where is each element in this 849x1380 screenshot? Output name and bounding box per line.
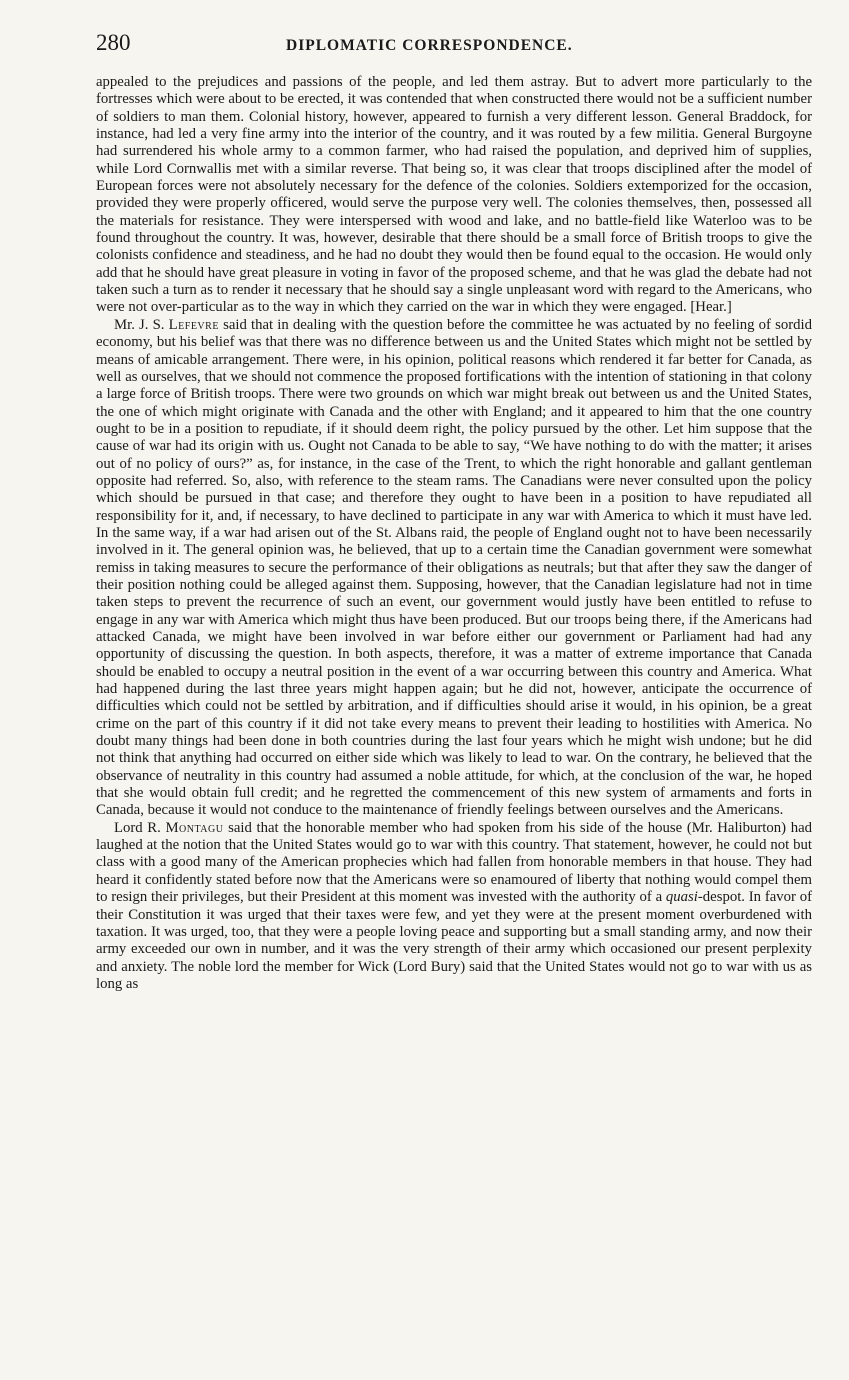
paragraph-text: -despot. In favor of their Constitution it was urged that their taxes were few, and yet they were at the present moment overburdened with taxation. It was urged, too, that they were a people loving peace and supporting but a small standing army, and now their army exceeded our own in number, and it was the very strength of their army which occasioned our present perplexity and anxiety. The noble lord the member for Wick (Lord Bury) said that the United States would not go to war with us as long as: [96, 889, 812, 992]
speaker-prefix: Mr. J. S.: [114, 316, 169, 333]
page-number: 280: [96, 30, 131, 55]
paragraph-lefevre: [96, 317, 812, 820]
paragraph-text: said that in dealing with the question before the committee he was actuated by no feeling of sordid economy, but his belief was that there was no difference between us and the United States which might not be settled by means of amicable arrangement. There were, in his opinion, political reasons which rendered it far better for Canada, as well as ourselves, that we should not commence the proposed fortifications with the intention of stationing in that colony a large force of British troops. There were two grounds on which war might break out between us and the United States, the one of which might originate with Canada and the other with England; and it appeared to him that the one country ought to be in a position to repudiate, if it should deem right, the policy pursued by the other. Let him suppose that the cause of war had its origin with us. Ought not Canada to be able to say, “We have nothing to do with the matter; it arises out of no policy of ours?” as, for instance, in the case of the Trent, to which the right honorable and gallant gentleman opposite had referred. So, also, with reference to the steam rams. The Canadians were never consulted upon the policy which should be pursued in that case; and therefore they ought to have been in a position to have repudiated all responsibility for it, and, if necessary, to have declined to participate in any war with America to which it must have led. In the same way, if a war had arisen out of the St. Albans raid, the people of England ought not to have been necessarily involved in it. The general opinion was, he believed, that up to a certain time the Canadian government were somewhat remiss in taking measures to secure the performance of their obligations as neutrals; but that after they saw the danger of their position nothing could be alleged against them. Supposing, however, that the Canadian legislature had not in time taken steps to prevent the recurrence of such an event, our government would justly have been entitled to refuse to engage in any war with America which might thus have been produced. But our troops being there, if the Americans had attacked Canada, we might have been involved in war before either our government or Parliament had had any opportunity of discussing the question. In both aspects, therefore, it was a matter of extreme importance that Canada should be enabled to occupy a neutral position in the event of a war occurring between this country and America. What had happened during the last three years might happen again; but he did not, however, anticipate the occurrence of difficulties which could not be settled by arbitration, and if difficulties should arise it would, in his opinion, be a great crime on the part of this country if it did not take every means to prevent their leading to hostilities with America. No doubt many things had been done in both countries during the last four years which he might wish undone; but he did not think that anything had occurred on either side which was likely to lead to war. On the contrary, he believed that the observance of neutrality in this country had assumed a noble attitude, for which, at the conclusion of the war, he hoped that she would obtain full credit; and he regretted the commencement of this new system of armaments and forts in Canada, because it would not conduce to the maintenance of friendly feelings between ourselves and the Americans.: [96, 316, 812, 819]
speaker-prefix: Lord R.: [114, 819, 166, 836]
speaker-name: Lefevre: [168, 316, 219, 333]
italic-term: quasi: [665, 889, 698, 906]
page-header: [96, 30, 811, 64]
body-text: [96, 74, 812, 993]
paragraph-text: appealed to the prejudices and passions of the people, and led them astray. But to advert more particularly to the fortresses which were about to be erected, it was contended that when constructed there would not be a sufficient number of soldiers to man them. Colonial history, however, appeared to furnish a very different lesson. General Braddock, for instance, had led a very fine army into the interior of the country, and it was routed by a few militia. General Burgoyne had surrendered his whole army to a common farmer, who had raised the population, and deprived him of supplies, while Lord Cornwallis met with a similar reverse. That being so, it was clear that troops disciplined after the model of European forces were not absolutely necessary for the defence of the colonies. Soldiers extemporized for the occasion, provided they were properly officered, would serve the purpose very well. The colonies themselves, then, possessed all the materials for resistance. They were interspersed with wood and lake, and no battle-field like Waterloo was to be found throughout the country. It was, however, desirable that there should be a small force of British troops to give the colonists confidence and steadiness, and he had no doubt they would then be found equal to the occasion. He would only add that he should have great pleasure in voting in favor of the proposed scheme, and that he was glad the debate had not taken such a turn as to render it necessary that he should say a single unpleasant word with regard to the Americans, who were not over-particular as to the way in which they carried on the war in which they were engaged. [Hear.]: [96, 74, 812, 316]
running-title: DIPLOMATIC CORRESPONDENCE.: [286, 37, 573, 54]
paragraph-text: said that the honorable member who had spoken from his side of the house (Mr. Haliburton) had laughed at the notion that the United States would go to war with this country. That statement, however, he could not but class with a good many of the American prophecies which had fallen from honorable members in that house. They had heard it confidently stated before now that the Americans were so enamoured of liberty that nothing would compel them to resign their privileges, but their President at this moment was invested with the authority of a: [96, 819, 812, 906]
paragraph-montagu: [96, 820, 812, 993]
paragraph-continued: [96, 74, 812, 317]
speaker-name: Montagu: [165, 819, 224, 836]
